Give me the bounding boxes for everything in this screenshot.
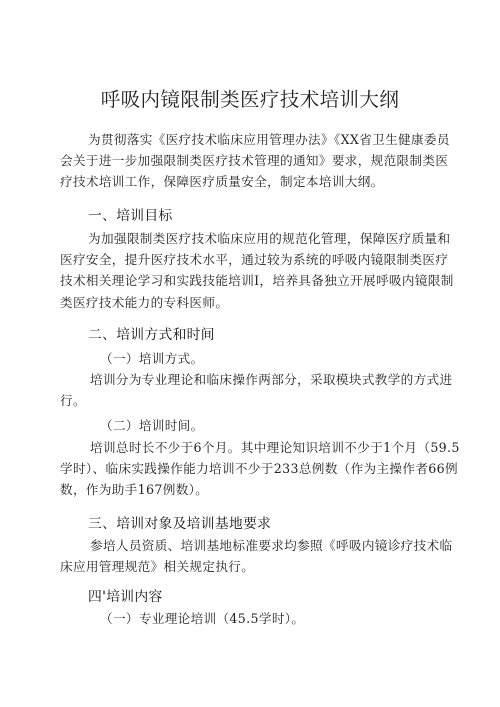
- section-4-heading: 四'培训内容: [88, 589, 163, 605]
- document-title: 呼吸内镜限制类医疗技术培训大纲: [100, 88, 400, 111]
- section-2-sub-2-line-1: 培训总时长不少于6个月。其中理论知识培训不少于1个月（59.5: [90, 440, 460, 455]
- section-1-line-2: 医疗安全，提升医疗技术水平，通过较为系统的呼吸内镜限制类医疗: [60, 252, 449, 268]
- section-1-heading: 一、培训目标: [88, 208, 173, 224]
- section-1-line-3: 技术相关理论学习和实践技能培训I，培养具备独立开展呼吸内镜限制: [60, 273, 454, 289]
- intro-line-1: 为贯彻落实《医疗技术临床应用管理办法》《XX省卫生健康委员: [88, 132, 450, 147]
- section-2-sub-1-body: [60, 369, 453, 411]
- section-2-sub-2-body: [60, 437, 460, 501]
- section-3-body: [60, 535, 453, 577]
- section-2-sub-2-line-2: 学时）、临床实践操作能力培训不少于233总例数（作为主操作者66例: [60, 461, 458, 477]
- section-2-sub-1-line-1: 培训分为专业理论和临床操作两部分，采取模块式教学的方式进: [90, 372, 453, 387]
- intro-paragraph: [60, 129, 450, 193]
- section-4-sub-1: （一）专业理论培训（45.5学时）。: [100, 611, 305, 626]
- section-2-sub-1: （一）培训方式。: [100, 351, 204, 366]
- section-1-line-4: 类医疗技术能力的专科医师。: [60, 294, 229, 310]
- section-2-sub-1-line-2: 行。: [60, 393, 86, 409]
- section-1-line-1: 为加强限制类医疗技术临床应用的规范化管理，保障医疗质量和: [88, 231, 451, 246]
- section-1-body: [60, 228, 454, 313]
- section-3-line-2: 床应用管理规范》相关规定执行。: [60, 559, 255, 575]
- section-2-sub-2-line-3: 数，作为助手167例数）。: [60, 482, 209, 498]
- section-3-line-1: 参培人员资质、培训基地标准要求均参照《呼吸内镜诊疗技术临: [90, 538, 453, 553]
- section-2-sub-2: （二）培训时间。: [100, 418, 204, 433]
- section-3-heading: 三、培训对象及培训基地要求: [88, 516, 272, 532]
- intro-line-3: 疗技术培训工作，保障医疗质量安全，制定本培训大纲。: [60, 174, 384, 190]
- section-2-heading: 二、培训方式和时间: [88, 327, 215, 343]
- intro-line-2: 会关于进一步加强限制类医疗技术管理的通知》要求，规范限制类医: [60, 153, 449, 169]
